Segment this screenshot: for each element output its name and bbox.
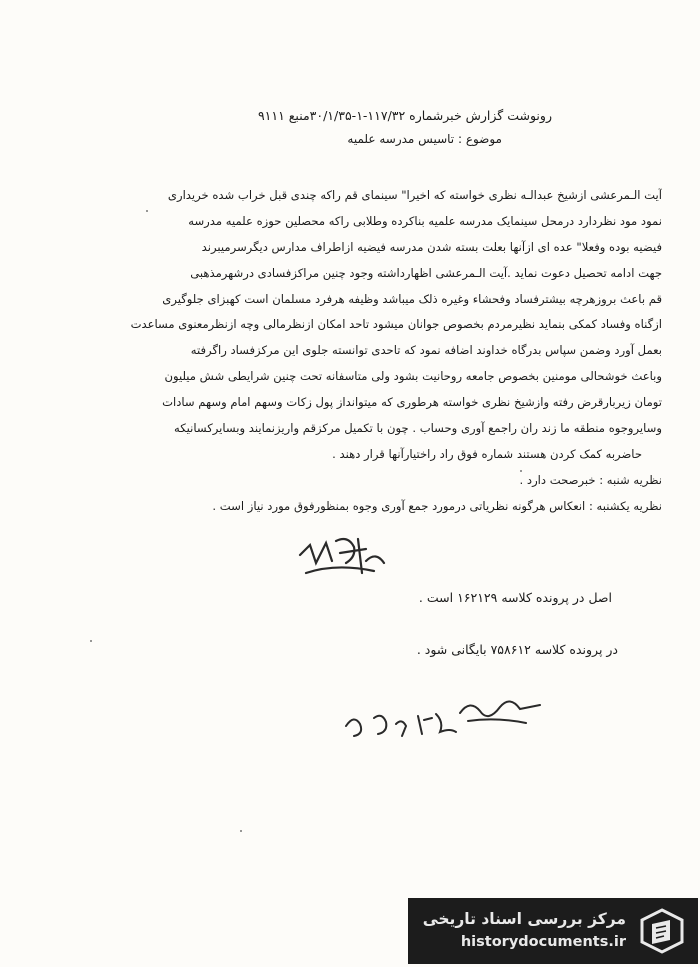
report-header: رونوشت گزارش خبرشماره ۱۱۷/۳۲-۱-۳۰/۱/۳۵منبع ۹۱۱۱ [257, 108, 552, 123]
body-line: قم باعث بروزهرچه بیشترفساد وفحشاء وغیره ذلک میباشد وظیفه هرفرد مسلمان است کهبزای جلوگیری [162, 291, 662, 306]
archive-instruction: در پرونده کلاسه ۷۵۸۶۱۲ بایگانی شود . [416, 642, 618, 657]
report-body [34, 183, 662, 520]
body-line: حاضربه کمک کردن هستند شماره فوق راد راختیارآنها قرار دهند . [332, 446, 642, 461]
initials-signature [456, 693, 544, 729]
archive-watermark [408, 898, 698, 964]
archive-reference: اصل در پرونده کلاسه ۱۶۲۱۲۹ است . [418, 590, 612, 605]
body-line: فیضیه بوده وفعلا" عده ای ازآنها بعلت بسته شدن مدرسه فیضیه ازاطراف مدارس دیگرسرمیبرند [201, 239, 662, 254]
opinion-line: نظریه یکشنبه : انعکاس هرگونه نظریاتی درمورد جمع آوری وجوه بمنظورفوق مورد نیاز است . [212, 498, 662, 513]
body-line: وباعث خوشحالی مومنین بخصوص جامعه روحانیت بشود ولی متاسفانه تحت چنین شرایطی شش میلیون [164, 369, 662, 384]
archive-logo-icon [636, 906, 688, 956]
watermark-title: مرکز بررسی اسناد تاریخی [422, 910, 626, 928]
body-line: بعمل آورد وضمن سپاس بدرگاه خداوند اضافه نمود که تاحدی توانسته جلوی این مرکزفساد راگرفته [190, 343, 662, 358]
body-line: وسایروجوه منطقه ما زند ران راجمع آوری وحساب . چون با تکمیل مرکزقم واریزنمایند وبسایرکسانیکه [174, 421, 662, 436]
watermark-url: historydocuments.ir [460, 934, 626, 950]
opinion-line: نظریه شنبه : خبرصحت دارد . [519, 472, 662, 487]
subject-line: موضوع : تاسیس مدرسه علمیه [347, 132, 502, 146]
body-line: جهت ادامه تحصیل دعوت نماید .آیت الـمرعشی اظهارداشته وجود چنین مراکزفسادی درشهرمذهبی [190, 265, 662, 280]
body-line: تومان زیربارقرض رفته وازشیخ نظری خواسته هرطوری که میتوانداز پول زکات وسهم امام وسهم سادات [162, 395, 662, 410]
handwritten-note [340, 708, 460, 742]
body-line: ازگناه وفساد کمکی بنماید نظیرمردم بخصوص جوانان میشود تاحد امکان ازنظرمالی وچه ازنظرمعنوی مساعدت [130, 317, 662, 332]
body-line: آیت الـمرعشی ازشیخ عبدالـه نظری خواسته که اخیرا" سینمای قم راکه چندی قبل خراب شده خریداری [167, 188, 662, 202]
body-line: نمود مود نظردارد درمحل سینمایک مدرسه علمیه بناکرده وطلابی راکه محصلین حوزه علمیه مدرسه [188, 213, 662, 228]
handwritten-signature [296, 533, 388, 581]
